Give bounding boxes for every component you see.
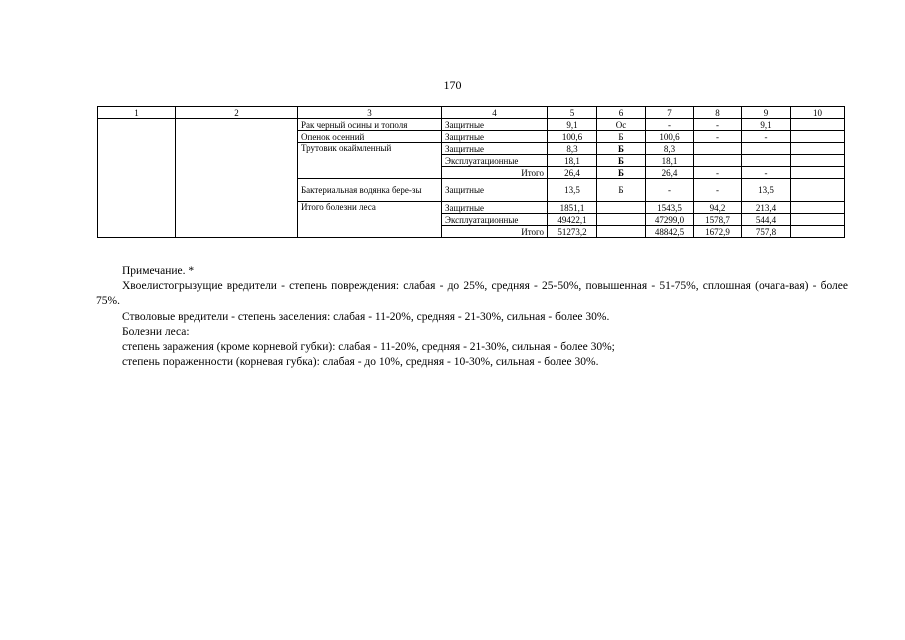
disease-cell: Итого болезни леса: [298, 202, 442, 238]
note-paragraph: Стволовые вредители - степень заселения: слабая - 11-20%, средняя - 21-30%, сильная - более 30%.: [122, 310, 610, 323]
value-cell: -: [694, 179, 742, 202]
value-cell: -: [646, 179, 694, 202]
value-cell: [791, 202, 845, 214]
value-cell: -: [646, 119, 694, 131]
value-cell: [597, 226, 646, 238]
value-cell: [791, 143, 845, 155]
value-cell: 47299,0: [646, 214, 694, 226]
value-cell: 757,8: [742, 226, 791, 238]
category-cell: Итого: [442, 226, 548, 238]
header-cell: 2: [176, 107, 298, 119]
value-cell: [791, 167, 845, 179]
value-cell: -: [694, 131, 742, 143]
value-cell: Б: [597, 167, 646, 179]
category-cell: Защитные: [442, 119, 548, 131]
value-cell: 51273,2: [548, 226, 597, 238]
header-cell: 1: [98, 107, 176, 119]
category-cell: Защитные: [442, 143, 548, 155]
value-cell: [791, 226, 845, 238]
disease-cell: Рак черный осины и тополя: [298, 119, 442, 131]
category-cell: Защитные: [442, 131, 548, 143]
value-cell: [791, 155, 845, 167]
value-cell: [694, 143, 742, 155]
value-cell: Б: [597, 143, 646, 155]
value-cell: 9,1: [548, 119, 597, 131]
category-cell: Итого: [442, 167, 548, 179]
value-cell: -: [694, 119, 742, 131]
disease-cell: Бактериальная водянка бере-зы: [298, 179, 442, 202]
page-number: 170: [443, 78, 462, 92]
header-cell: 8: [694, 107, 742, 119]
value-cell: [597, 214, 646, 226]
value-cell: Б: [597, 155, 646, 167]
value-cell: 13,5: [742, 179, 791, 202]
header-cell: 5: [548, 107, 597, 119]
value-cell: Ос: [597, 119, 646, 131]
header-cell: 10: [791, 107, 845, 119]
value-cell: -: [742, 167, 791, 179]
disease-cell: Трутовик окаймленный: [298, 143, 442, 179]
value-cell: 94,2: [694, 202, 742, 214]
value-cell: 8,3: [548, 143, 597, 155]
value-cell: 18,1: [646, 155, 694, 167]
note-paragraph: степень заражения (кроме корневой губки): слабая - 11-20%, средняя - 21-30%, сильная - более 30%;: [122, 341, 615, 354]
value-cell: 18,1: [548, 155, 597, 167]
value-cell: 1578,7: [694, 214, 742, 226]
value-cell: 100,6: [646, 131, 694, 143]
value-cell: 26,4: [646, 167, 694, 179]
value-cell: 100,6: [548, 131, 597, 143]
value-cell: [791, 214, 845, 226]
disease-cell: Опенок осенний: [298, 131, 442, 143]
value-cell: [791, 131, 845, 143]
value-cell: 1543,5: [646, 202, 694, 214]
value-cell: [597, 202, 646, 214]
value-cell: 213,4: [742, 202, 791, 214]
note-paragraph: Хвоелистогрызущие вредители - степень повреждения: слабая - до 25%, средняя - 25-50%, повышенная - 51-75%, сплошная (очага-вая) - более 75%.: [96, 280, 848, 308]
header-cell: 7: [646, 107, 694, 119]
empty-cell-col1: [98, 119, 176, 238]
header-row: [98, 107, 845, 119]
value-cell: 1672,9: [694, 226, 742, 238]
value-cell: [742, 143, 791, 155]
value-cell: Б: [597, 131, 646, 143]
value-cell: [742, 155, 791, 167]
table-row: [98, 119, 845, 131]
note-paragraph: степень пораженности (корневая губка): слабая - до 10%, средняя - 10-30%, сильная - более 30%.: [122, 356, 599, 369]
value-cell: [791, 119, 845, 131]
header-cell: 6: [597, 107, 646, 119]
value-cell: [694, 155, 742, 167]
header-cell: 3: [298, 107, 442, 119]
forest-health-table: [97, 106, 845, 238]
notes-section: [96, 264, 848, 370]
note-title: Примечание. *: [122, 265, 195, 277]
category-cell: Эксплуатационные: [442, 155, 548, 167]
value-cell: -: [742, 131, 791, 143]
value-cell: 13,5: [548, 179, 597, 202]
value-cell: 26,4: [548, 167, 597, 179]
value-cell: 9,1: [742, 119, 791, 131]
value-cell: 49422,1: [548, 214, 597, 226]
value-cell: 544,4: [742, 214, 791, 226]
header-cell: 9: [742, 107, 791, 119]
value-cell: Б: [597, 179, 646, 202]
value-cell: [791, 179, 845, 202]
category-cell: Защитные: [442, 202, 548, 214]
category-cell: Эксплуатационные: [442, 214, 548, 226]
header-cell: 4: [442, 107, 548, 119]
note-paragraph: Болезни леса:: [122, 325, 190, 338]
category-cell: Защитные: [442, 179, 548, 202]
empty-cell-col2: [176, 119, 298, 238]
value-cell: 1851,1: [548, 202, 597, 214]
value-cell: 48842,5: [646, 226, 694, 238]
value-cell: 8,3: [646, 143, 694, 155]
value-cell: -: [694, 167, 742, 179]
